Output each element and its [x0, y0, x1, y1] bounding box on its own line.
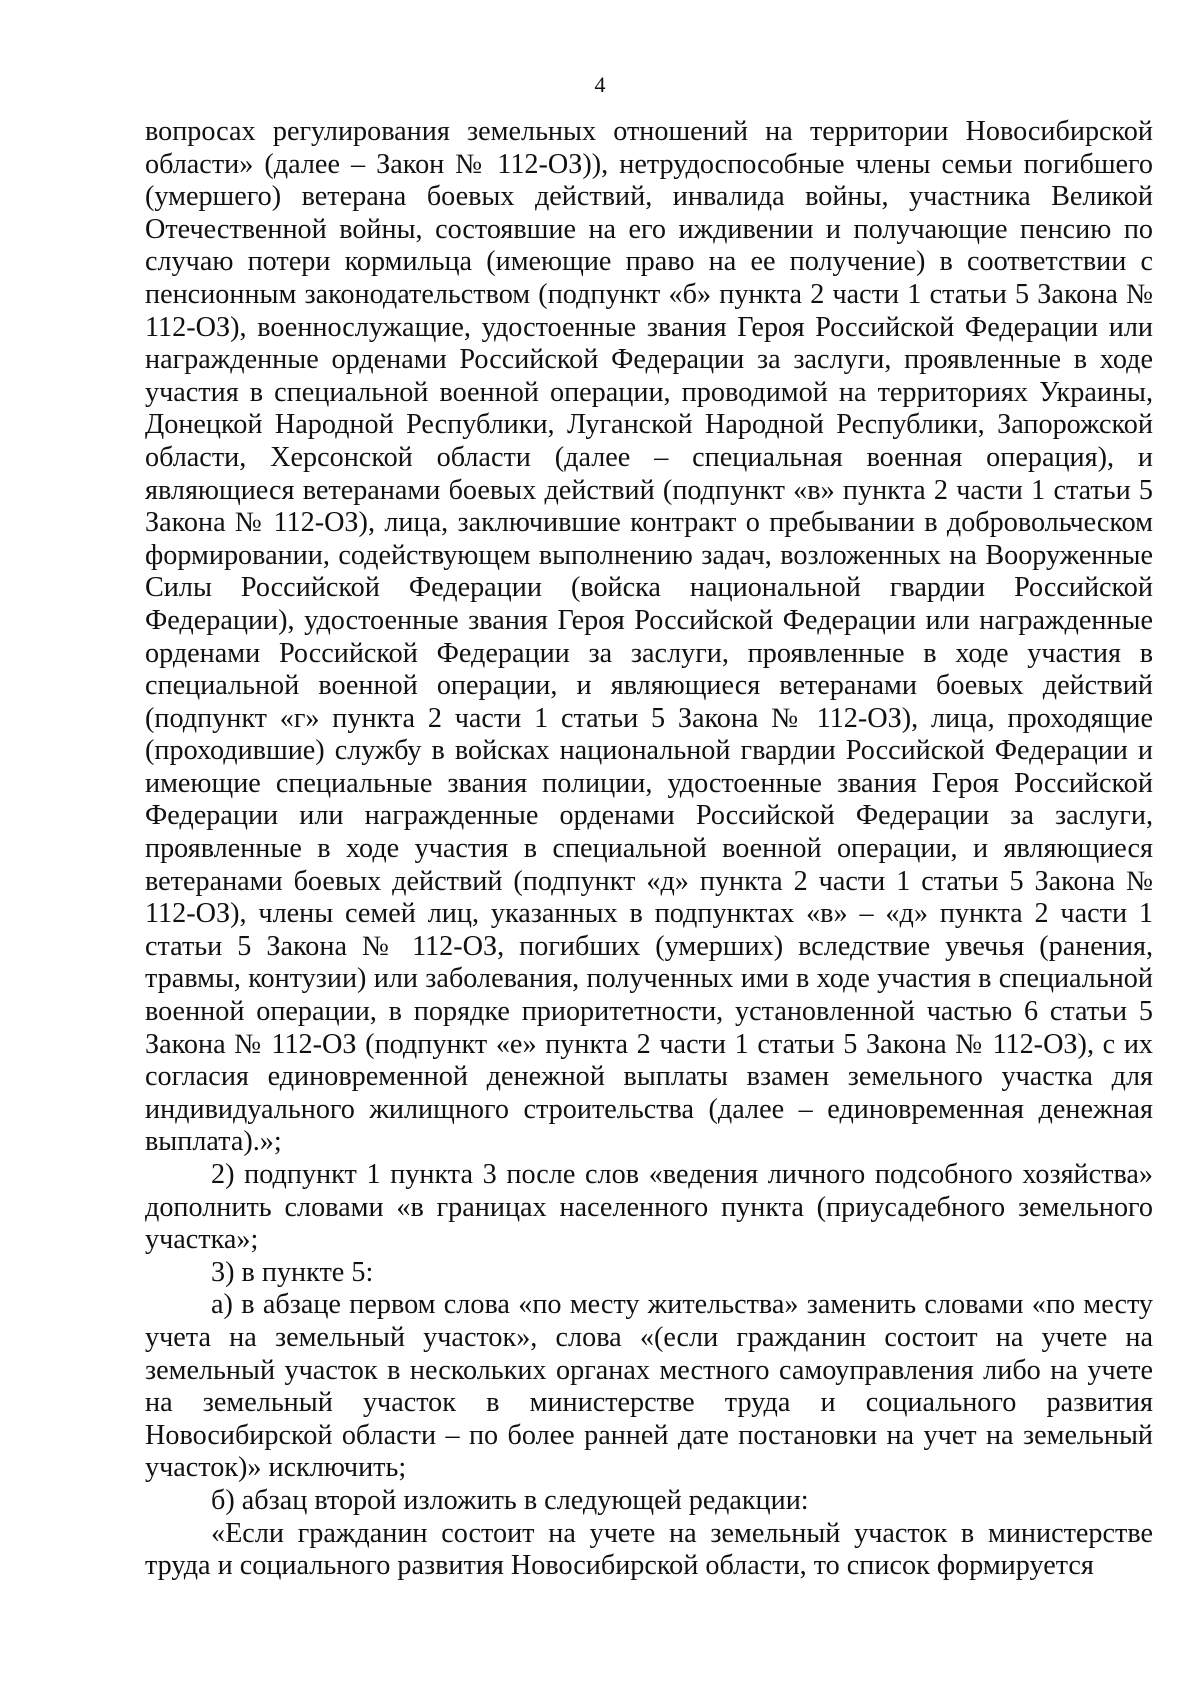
paragraph-item-3: 3) в пункте 5:	[211, 1256, 374, 1288]
paragraph-item-2: 2) подпункт 1 пункта 3 после слов «ведения личного подсобного хозяйства» дополнить словами «в границах населенного пункта (приусадебного земельного участка»;	[145, 1159, 1153, 1256]
paragraph-subitem-b: б) абзац второй изложить в следующей редакции:	[211, 1484, 809, 1516]
paragraph-quoted-text: «Если гражданин состоит на учете на земельный участок в министерстве труда и социального развития Новосибирской области, то список формируется	[145, 1517, 1153, 1582]
paragraph-continuation: вопросах регулирования земельных отношений на территории Новосибирской области» (далее – Закон № 112-ОЗ)), нетрудоспособные члены семьи погибшего (умершего) ветерана боевых действий, инвалида войны, участника Великой Отечественной войны, состоявшие на его иждивении и получающие пенсию по случаю потери кормильца (имеющие право на ее получение) в соответствии с пенсионным законодательством (подпункт «б» пункта 2 части 1 статьи 5 Закона № 112-ОЗ), военнослужащие, удостоенные звания Героя Российской Федерации или награжденные орденами Российской Федерации за заслуги, проявленные в ходе участия в специальной военной операции, проводимой на территориях Украины, Донецкой Народной Республики, Луганской Народной Республики, Запорожской области, Херсонской области (далее – специальная военная операция), и являющиеся ветеранами боевых действий (подпункт «в» пункта 2 части 1 статьи 5 Закона № 112-ОЗ), лица, заключившие контракт о пребывании в добровольческом формировании, содействующем выполнению задач, возложенных на Вооруженные Силы Российской Федерации (войска национальной гвардии Российской Федерации), удостоенные звания Героя Российской Федерации или награжденные орденами Российской Федерации за заслуги, проявленные в ходе участия в специальной военной операции, и являющиеся ветеранами боевых действий (подпункт «г» пункта 2 части 1 статьи 5 Закона № 112-ОЗ), лица, проходящие (проходившие) службу в войсках национальной гвардии Российской Федерации и имеющие специальные звания полиции, удостоенные звания Героя Российской Федерации или награжденные орденами Российской Федерации за заслуги, проявленные в ходе участия в специальной военной операции, и являющиеся ветеранами боевых действий (подпункт «д» пункта 2 части 1 статьи 5 Закона № 112-ОЗ), члены семей лиц, указанных в подпунктах «в» – «д» пункта 2 части 1 статьи 5 Закона № 112-ОЗ, погибших (умерших) вследствие увечья (ранения, травмы, контузии) или заболевания, полученных ими в ходе участия в специальной военной операции, в порядке приоритетности, установленной частью 6 статьи 5 Закона № 112-ОЗ (подпункт «е» пункта 2 части 1 статьи 5 Закона № 112-ОЗ), с их согласия единовременной денежной выплаты взамен земельного участка для индивидуального жилищного строительства (далее – единовременная денежная выплата).»;	[145, 116, 1153, 1158]
paragraph-subitem-a: а) в абзаце первом слова «по месту жительства» заменить словами «по месту учета на земельный участок», слова «(если гражданин состоит на учете на земельный участок в нескольких органах местного самоуправления либо на учете на земельный участок в министерстве труда и социального развития Новосибирской области – по более ранней дате постановки на учет на земельный участок)» исключить;	[145, 1289, 1153, 1484]
page-number: 4	[594, 72, 606, 97]
document-body	[145, 116, 1153, 1583]
